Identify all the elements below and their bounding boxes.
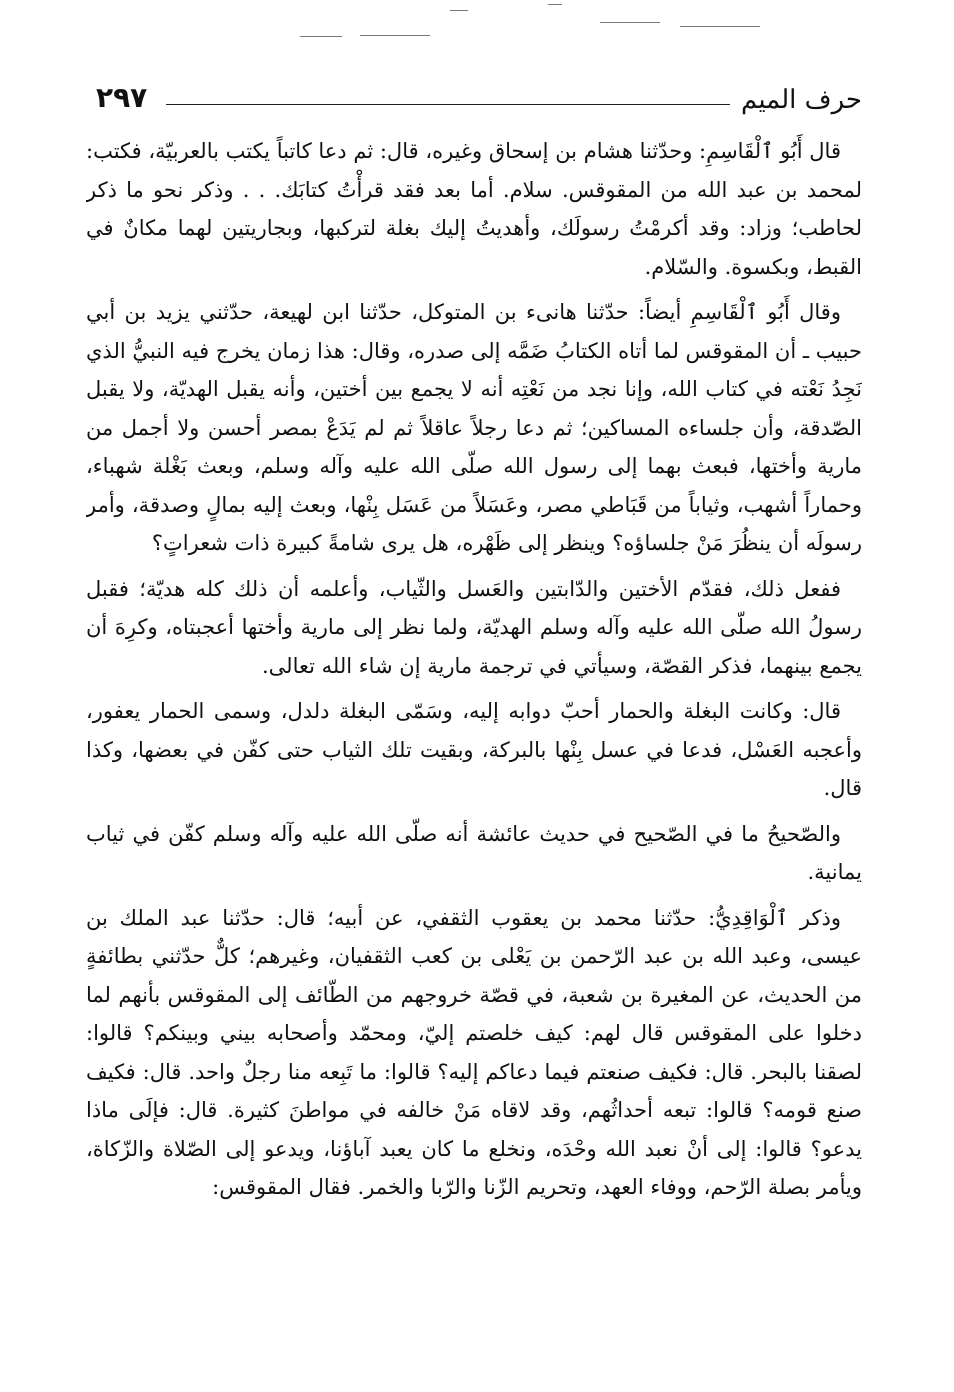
paragraph: وذكر ٱلْوَاقِدِيُّ: حدّثنا محمد بن يعقوب الثقفي، عن أبيه؛ قال: حدّثنا عبد الملك بن عيسى، وعبد الله بن عبد الرّحمن بن يَعْلى بن كعب الثقفيان، وغيرهم؛ كلٌّ حدّثني بطائفةٍ من الحديث، عن المغيرة بن شعبة، في قصّة خروجهم من الطّائف إلى المقوقس بأنهم لما دخلوا على المقوقس قال لهم: كيف خلصتم إليّ، ومحمّد وأصحابه بيني وبينكم؟ قالوا: لصقنا بالبحر. قال: فكيف صنعتم فيما دعاكم إليه؟ قالوا: ما تَبِعه منا رجلٌ واحد. قال: فكيف صنع قومه؟ قالوا: تبعه أحداثُهم، وقد لاقاه مَنْ خالفه في مواطنَ كثيرة. قال: فإلَى ماذا يدعو؟ قالوا: إلى أنْ نعبد الله وحْدَه، ونخلع ما كان يعبد آباؤنا، ويدعو إلى الصّلاة والزّكاة، ويأمر بصلة الرّحم، ووفاء العهد، وتحريم الزّنا والرّبا والخمر. فقال المقوقس: [86,905,862,1199]
running-title: حرف الميم [741,85,862,115]
page-header [96,80,862,120]
paragraph: وقال أَبُو ٱلْقَاسِمِ أيضاً: حدّثنا هانىء بن المتوكل، حدّثنا ابن لهيعة، حدّثني يزيد بن أبي حبيب ـ أن المقوقس لما أتاه الكتابُ ضَمَّه إلى صدره، وقال: هذا زمان يخرج فيه النبيُّ الذي نَجِدُ نَعْته في كتاب الله، وإنا نجد من نَعْتِه أنه لا يجمع بين أختين، وأنه يقبل الهديّة، ولا يقبل الصّدقة، وأن جلساءه المساكين؛ ثم دعا رجلاً عاقلاً ثم لم يَدَعْ بمصر أحسن ولا أجمل من مارية وأختها، فبعث بهما إلى رسول الله صلّى الله عليه وآله وسلم، وبعث بَغْلة شهباء، وحماراً أشهب، وثياباً من قَبَاطي مصر، وعَسَلاً من عَسَل بِنْها، وبعث إليه بمالٍ وصدقة، وأمر رسولَه أن ينظُرَ مَنْ جلساؤه؟ وينظر إلى ظَهْره، هل يرى شامةً كبيرة ذات شعراتٍ؟ [86,300,862,555]
paragraph: والصّحيحُ ما في الصّحيح في حديث عائشة أنه صلّى الله عليه وآله وسلم كفّن في ثياب يمانية. [86,821,862,884]
page-number: ٢٩٧ [96,81,148,114]
scan-specks [300,0,800,44]
paragraph: قال: وكانت البغلة والحمار أحبّ دوابه إليه، وسَمّى البغلة دلدل، وسمى الحمار يعفور، وأعجبه العَسْل، فدعا في عسل بِنْها بالبركة، وبقيت تلك الثياب حتى كفّن في بعضها، وكذا قال. [86,699,862,800]
paragraph: ففعل ذلك، فقدّم الأختين والدّابتين والعَسل والثّياب، وأعلمه أن ذلك كله هديّة؛ فقبل رسولُ الله صلّى الله عليه وآله وسلم الهديّة، ولما نظر إلى مارية وأختها أعجبتاه، وكرِهَ أن يجمع بينهما، فذكر القصّة، وسيأتي في ترجمة مارية إن شاء الله تعالى. [86,576,862,678]
header-rule [166,104,730,105]
page-body [86,132,862,1372]
paragraph: قال أَبُو ٱلْقَاسِمِ: وحدّثنا هشام بن إسحاق وغيره، قال: ثم دعا كاتباً يكتب بالعربيّة، فكتب: لمحمد بن عبد الله من المقوقس. سلام. أما بعد فقد قرأْتُ كتابَك. . . وذكر نحو ما ذكر لحاطب؛ وزاد: وقد أكرمْتُ رسولَك، وأهديتُ إليك بغلة لتركبها، وبجاريتين لهما مكانٌ في القبط، وبكسوة. والسّلام. [86,139,862,279]
